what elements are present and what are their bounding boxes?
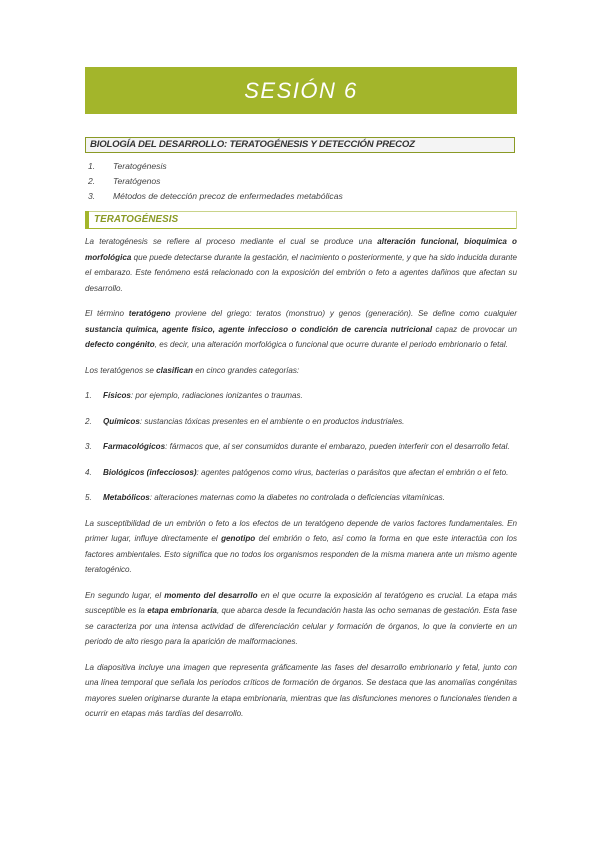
section-heading-text: TERATOGÉNESIS	[94, 214, 179, 225]
section-heading	[85, 211, 517, 229]
list-item: 2. Químicos: sustancias tóxicas presentes en el ambiente o en productos industriales.	[85, 416, 405, 426]
list-item: 1. Físicos: por ejemplo, radiaciones ionizantes o traumas.	[85, 391, 303, 400]
paragraph-slide: La diapositiva incluye una imagen que representa gráficamente las fases del desarrollo embrionario y fetal, junto con una línea temporal que señala los periodos críticos de formación de órganos. Se destaca que las anomalías congénitas mayores suelen originarse durante la etapa embrionaria, mientras que las disfunciones menores o funcionales tienden a ocurrir en etapas más tardías del desarrollo.	[85, 662, 517, 718]
list-item: 3. Farmacológicos: fármacos que, al ser consumidos durante el embarazo, pueden interferir con el desarrollo fetal.	[85, 442, 510, 451]
paragraph-teratogen: El término teratógeno proviene del griego: teratos (monstruo) y genos (generación). Se define como cualquier sustancia química, agente físico, agente infeccioso o condición de carencia nutricional capaz de provocar un defecto congénito, es decir, una alteración morfológica o funcional que ocurre durante el periodo embrionario o fetal.	[85, 309, 517, 349]
list-item: 4. Biológicos (infecciosos): agentes patógenos como virus, bacterias o parásitos que afectan el embrión o el feto.	[85, 467, 509, 477]
table-of-contents	[88, 160, 343, 205]
paragraph-genotype: La susceptibilidad de un embrión o feto a los efectos de un teratógeno depende de varios factores fundamentales. En primer lugar, influye directamente el genotipo del embrión o feto, así como la forma en que este interactúa con los factores ambientales. Esto significa que no todos los organismos responden de la misma manera ante un mismo agente teratogénico.	[85, 518, 517, 574]
session-title: SESIÓN 6	[244, 77, 358, 103]
section-accent-bar	[85, 211, 89, 229]
body-text	[85, 234, 517, 732]
paragraph-classification: Los teratógenos se clasifican en cinco grandes categorías:	[85, 365, 300, 375]
toc-item: 1. Teratogénesis	[88, 161, 167, 171]
category-list	[85, 388, 517, 506]
list-item: 5. Metabólicos: alteraciones maternas como la diabetes no controlada o deficiencias vitamínicas.	[85, 493, 445, 502]
session-banner	[85, 67, 517, 114]
toc-item: 2. Teratógenos	[88, 176, 161, 186]
paragraph-timing: En segundo lugar, el momento del desarrollo en el que ocurre la exposición al teratógeno es crucial. La etapa más susceptible es la etapa embrionaria, que abarca desde la fecundación hasta las ocho semanas de gestación. Esta fase se caracteriza por una intensa actividad de diferenciación celular y formación de órganos, lo que la convierte en un periodo de alto riesgo para la aparición de malformaciones.	[85, 590, 518, 646]
main-heading: BIOLOGÍA DEL DESARROLLO: TERATOGÉNESIS Y DETECCIÓN PRECOZ	[85, 137, 515, 153]
toc-item: 3. Métodos de detección precoz de enfermedades metabólicas	[88, 191, 343, 201]
paragraph-definition: La teratogénesis se refiere al proceso mediante el cual se produce una alteración funcional, bioquímica o morfológica que puede detectarse durante la gestación, el nacimiento o posteriormente, y que ha sido inducida durante el embarazo. Este fenómeno está relacionado con la exposición del embrión o feto a agentes dañinos que afectan su desarrollo.	[85, 237, 517, 293]
